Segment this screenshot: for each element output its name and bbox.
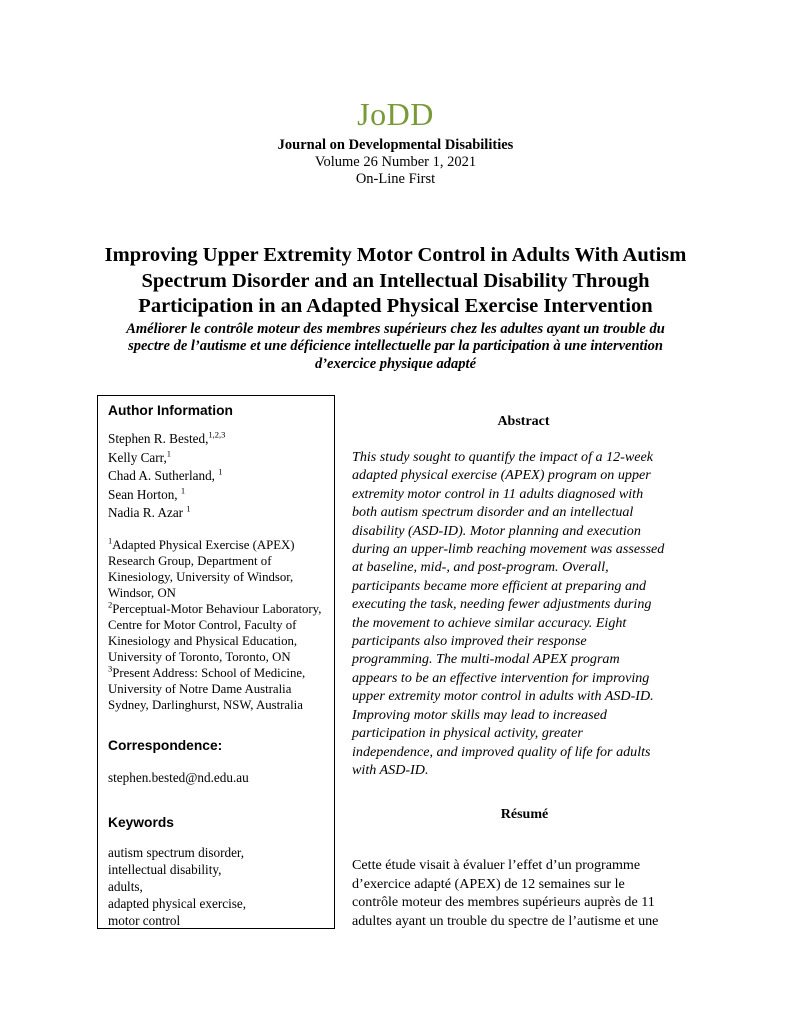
abstract-line: participants also improved their response [352,633,587,650]
resume-line: adultes ayant un trouble du spectre de l’autisme et une [352,912,659,929]
abstract-line: programming. The multi-modal APEX program [352,651,620,668]
abstract-body [352,448,697,779]
affiliation-entry [108,537,324,601]
keyword-item: autism spectrum disorder, [108,844,245,860]
author-entry [108,504,324,523]
author-entry [108,449,324,468]
abstract-line: upper extremity motor control in adults with ASD-ID. [352,688,654,705]
title-line: Improving Upper Extremity Motor Control in Adults With Autism [104,244,687,266]
keyword-item: adapted physical exercise, [108,895,247,911]
abstract-line: during an upper-limb reaching movement was assessed [352,541,665,558]
author-information-box [97,395,335,929]
affiliation-marker: 1 [166,448,172,459]
keyword-item: motor control [108,912,181,928]
author-list [108,430,324,523]
title-line: Participation in an Adapted Physical Exercise Intervention [138,295,653,317]
publication-status: On-Line First [355,171,436,187]
abstract-line: disability (ASD-ID). Motor planning and execution [352,522,641,539]
author-name: Stephen R. Bested, [108,431,209,446]
affiliation-entry [108,665,324,713]
affiliation-marker: 1 [218,466,223,477]
resume-line: contrôle moteur des membres supérieurs auprès de 11 [352,894,655,911]
abstract-line: adapted physical exercise (APEX) program on upper [352,467,651,484]
abstract-line: participation in physical activity, greater [352,725,583,742]
journal-masthead [0,96,791,188]
author-info-heading: Author Information [108,403,233,418]
abstract-line: Improving motor skills may lead to increased [352,706,607,723]
author-entry [108,486,324,505]
keywords-heading: Keywords [108,814,174,830]
title-line: Spectrum Disorder and an Intellectual Disability Through [141,269,650,292]
journal-logo: JoDD [357,96,434,132]
affiliation-marker: 1,2,3 [208,429,226,440]
correspondence-heading: Correspondence: [108,737,223,753]
article-title-english [60,243,731,320]
affiliation-marker: 1 [108,535,113,546]
affiliation-marker: 1 [186,503,191,514]
affiliation-marker: 3 [108,663,113,674]
article-title-block [60,243,731,373]
abstract-line: independence, and improved quality of life for adults [352,743,651,760]
abstract-column [352,413,697,930]
abstract-heading: Abstract [497,414,550,429]
affiliation-text: Perceptual-Motor Behaviour Laboratory, Centre for Motor Control, Faculty of Kinesiology and Physical Education, University of Toronto, Toronto, ON [108,601,322,664]
author-name: Nadia R. Azar [108,505,187,520]
title-line: spectre de l’autisme et une déficience intellectuelle par la participation à une intervention [128,338,663,354]
abstract-line: participants became more efficient at preparing and [352,577,647,594]
abstract-line: at baseline, mid-, and post-program. Overall, [352,559,609,576]
affiliation-marker: 2 [108,599,113,610]
affiliation-list [108,537,324,713]
author-name: Chad A. Sutherland, [108,468,219,483]
journal-name: Journal on Developmental Disabilities [277,137,514,153]
title-line: Améliorer le contrôle moteur des membres supérieurs chez les adultes ayant un trouble du [126,320,665,337]
keyword-list [108,844,324,929]
resume-line: Cette étude visait à évaluer l’effet d’un programme [352,857,641,874]
resume-line: d’exercice adapté (APEX) de 12 semaines sur le [352,875,625,892]
resume-heading: Résumé [500,807,549,823]
article-title-french [60,321,731,374]
author-name: Sean Horton, [108,486,181,502]
volume-info: Volume 26 Number 1, 2021 [314,154,477,170]
keyword-item: adults, [108,878,143,894]
abstract-line: executing the task, needing fewer adjustments during [352,596,652,613]
affiliation-text: Adapted Physical Exercise (APEX) Research Group, Department of Kinesiology, University of Windsor, Windsor, ON [108,537,295,600]
affiliation-entry [108,601,324,665]
abstract-line: This study sought to quantify the impact of a 12-week [352,449,654,465]
affiliation-marker: 1 [180,485,186,496]
resume-body [352,856,697,930]
author-entry [108,430,324,449]
abstract-line: appears to be an effective intervention for improving [352,669,650,686]
keyword-item: intellectual disability, [108,861,222,877]
title-line: d’exercice physique adapté [314,355,477,372]
abstract-line: with ASD-ID. [352,761,429,778]
abstract-line: extremity motor control in 11 adults diagnosed with [352,485,644,502]
author-name: Kelly Carr, [108,449,167,465]
abstract-line: both autism spectrum disorder and an intellectual [352,504,634,521]
author-entry [108,467,324,486]
abstract-line: the movement to achieve similar accuracy. Eight [352,614,627,631]
affiliation-text: Present Address: School of Medicine, University of Notre Dame Australia Sydney, Darlinghurst, NSW, Australia [108,665,306,712]
correspondence-email: stephen.bested@nd.edu.au [108,769,249,785]
